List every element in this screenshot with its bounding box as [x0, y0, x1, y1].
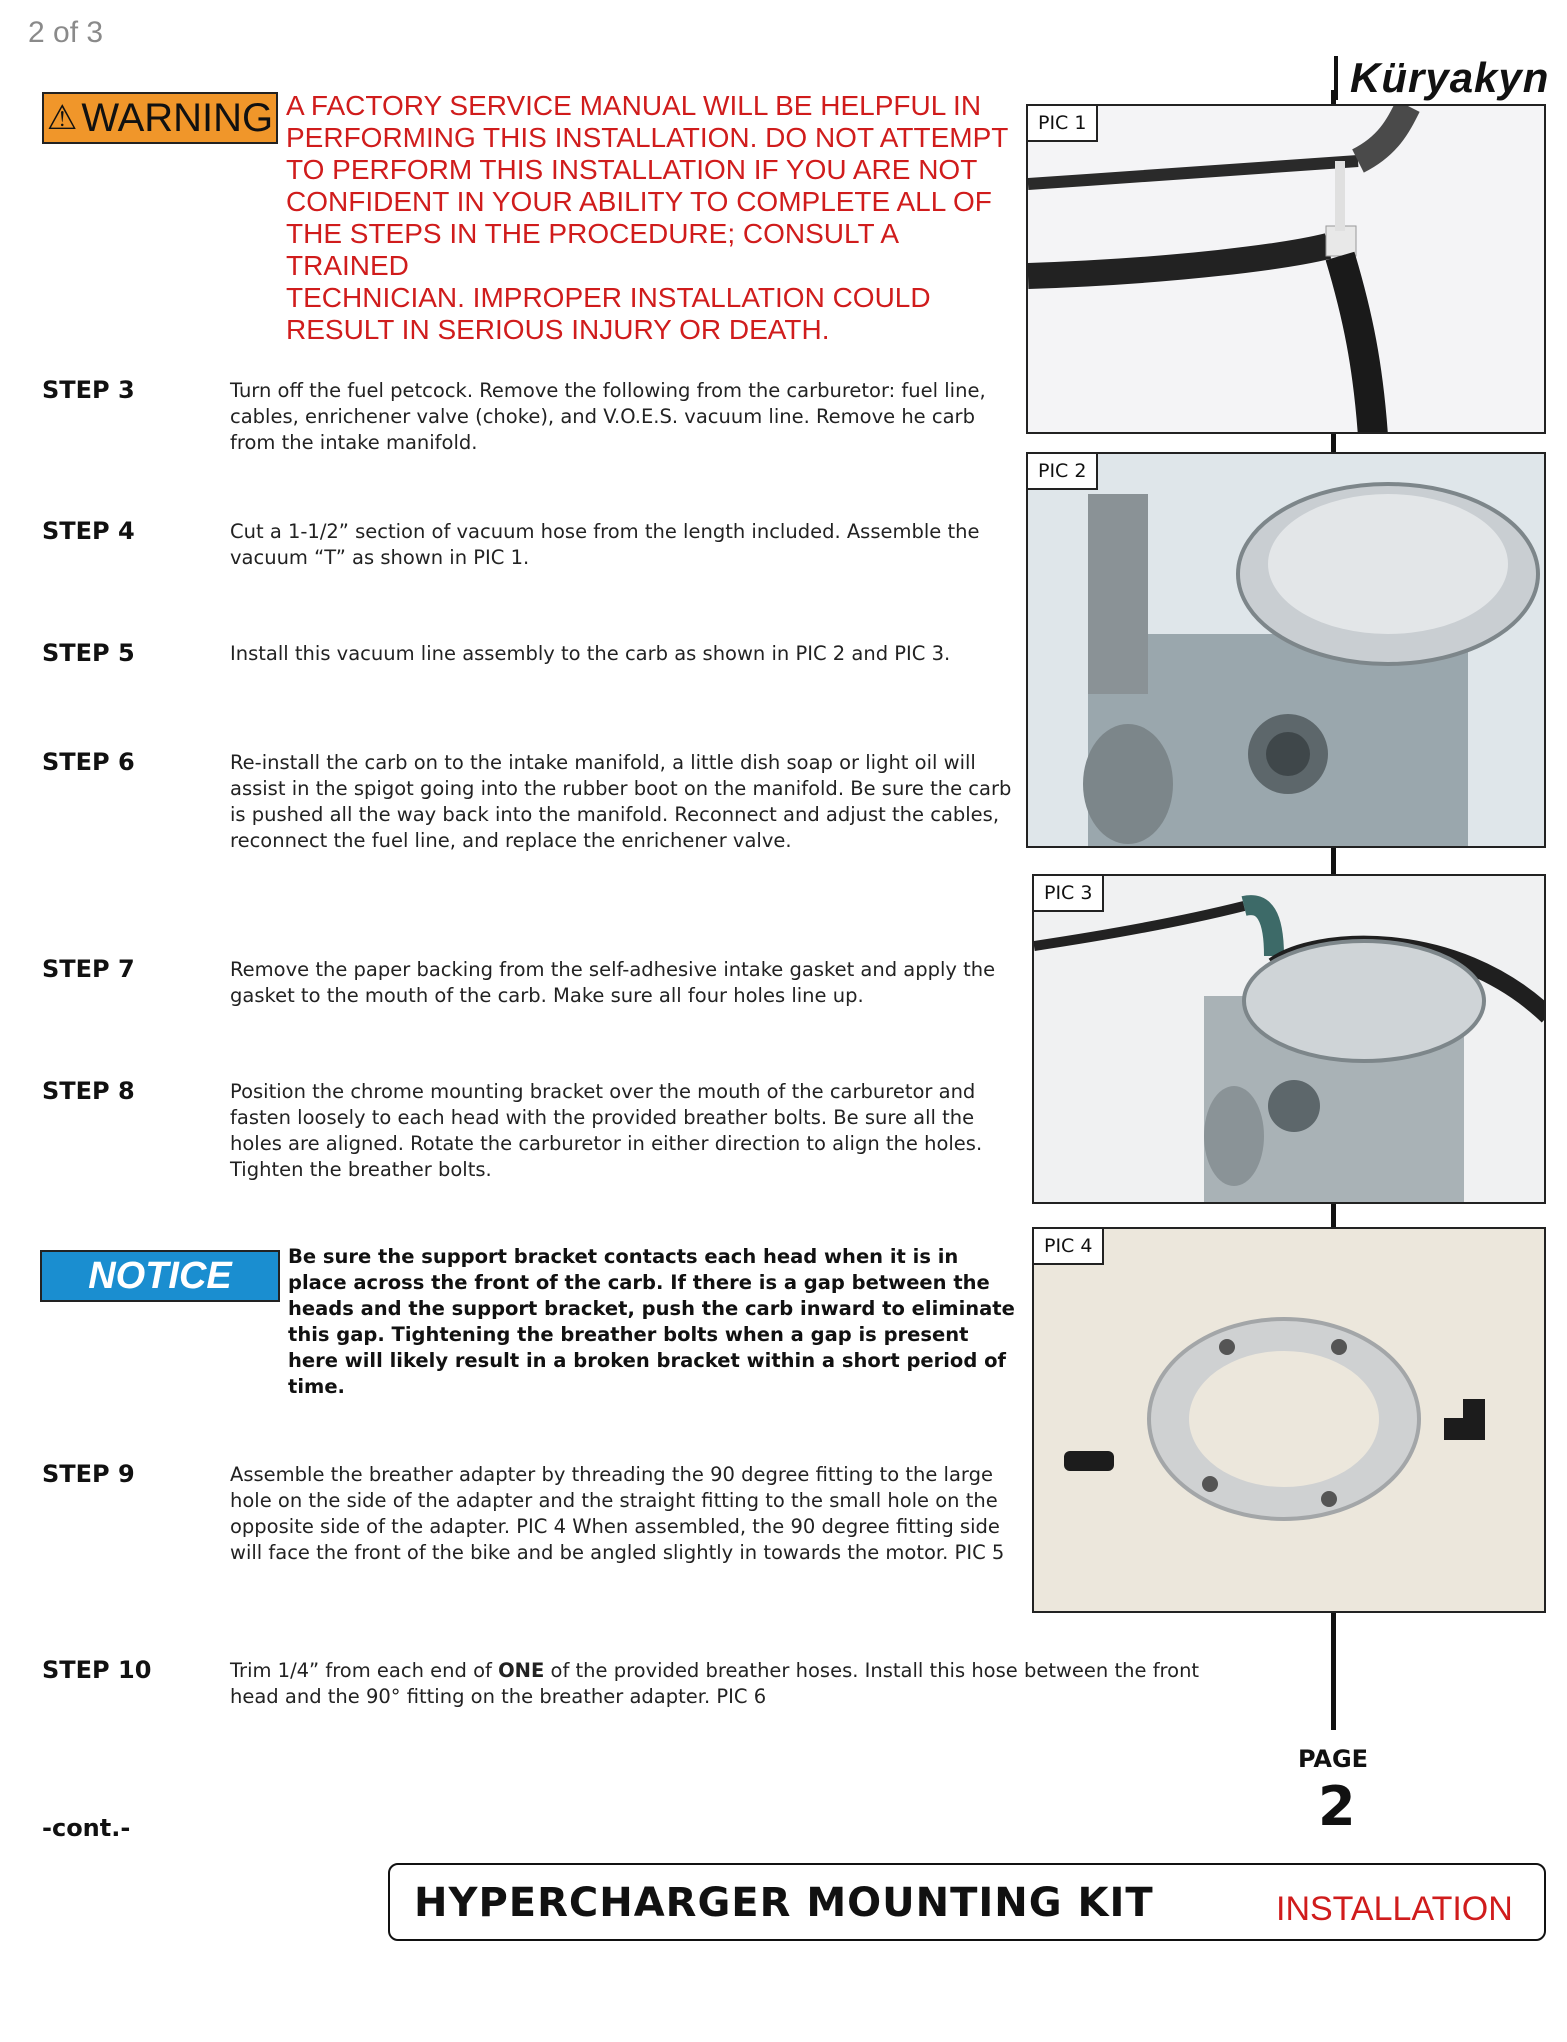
pic-label: PIC 3 — [1034, 876, 1104, 912]
page-count: 2 of 3 — [28, 16, 104, 49]
notice-badge: NOTICE — [40, 1250, 280, 1302]
warning-text: A FACTORY SERVICE MANUAL WILL BE HELPFUL IN PERFORMING THIS INSTALLATION. DO NOT ATTEMPT TO PERFORM THIS INSTALLATION IF YOU ARE NOT CONFIDENT IN YOUR ABILITY TO COMPLETE ALL OF THE STEPS IN THE PROCEDURE; CONSULT A TRAINED TECHNICIAN. IMPROPER INSTALLATION COULD RESULT IN SERIOUS INJURY OR DEATH. — [286, 90, 1009, 345]
step-text-part: of the provided breather hoses. Install this hose between the front head and the 90° fitting on the breather adapter. PIC 6 — [230, 1659, 1200, 1708]
step-label: STEP 9 — [42, 1460, 135, 1488]
vacuum-tee-illustration — [1028, 106, 1546, 434]
carburetor-illustration — [1028, 454, 1546, 848]
warning-badge — [42, 92, 278, 144]
footer-installation: INSTALLATION — [1276, 1890, 1513, 1928]
pic-label: PIC 2 — [1028, 454, 1098, 490]
step-label: STEP 7 — [42, 955, 135, 983]
warning-triangle-icon: ⚠ — [46, 99, 78, 137]
page-label: PAGE — [1298, 1745, 1369, 1773]
step-label: STEP 6 — [42, 748, 135, 776]
pic-4-photo — [1032, 1227, 1546, 1613]
step-text: Install this vacuum line assembly to the carb as shown in PIC 2 and PIC 3. — [230, 642, 951, 665]
pic-1-photo — [1026, 104, 1546, 434]
step-text-emphasis: ONE — [498, 1659, 545, 1682]
step-text — [230, 1658, 1250, 1710]
pic-3-photo — [1032, 874, 1546, 1204]
step-text: Remove the paper backing from the self-adhesive intake gasket and apply the gasket to the mouth of the carb. Make sure all four holes line up. — [230, 958, 996, 1007]
pic-label: PIC 4 — [1034, 1229, 1104, 1265]
notice-text: Be sure the support bracket contacts each head when it is in place across the front of the carb. If there is a gap between the heads and the support bracket, push the carb inward to eliminate this gap. Tightening the breather bolts when a gap is present here will likely result in a broken bracket within a short period of time. — [288, 1245, 1015, 1398]
step-label: STEP 5 — [42, 639, 135, 667]
step-text: Turn off the fuel petcock. Remove the following from the carburetor: fuel line, cables, enrichener valve (choke), and V.O.E.S. vacuum line. Remove he carb from the intake manifold. — [230, 379, 986, 454]
warning-badge-label: WARNING — [81, 95, 274, 140]
continued-label: -cont.- — [42, 1814, 131, 1842]
step-text: Re-install the carb on to the intake manifold, a little dish soap or light oil will assist in the spigot going into the rubber boot on the manifold. Be sure the carb is pushed all the way back into the manifold. Reconnect and adjust the cables, reconnect the fuel line, and replace the enrichener valve. — [230, 751, 1012, 852]
step-label: STEP 8 — [42, 1077, 135, 1105]
step-label: STEP 4 — [42, 517, 135, 545]
pic-label: PIC 1 — [1028, 106, 1098, 142]
step-text: Position the chrome mounting bracket over the mouth of the carburetor and fasten loosely to each head with the provided breather bolts. Be sure all the holes are aligned. Rotate the carburetor in either direction to align the holes. Tighten the breather bolts. — [230, 1080, 983, 1181]
footer-title: HYPERCHARGER MOUNTING KIT — [414, 1880, 1154, 1926]
pic-2-photo — [1026, 452, 1546, 848]
step-text: Cut a 1-1/2” section of vacuum hose from the length included. Assemble the vacuum “T” as shown in PIC 1. — [230, 520, 980, 569]
step-text: Assemble the breather adapter by threading the 90 degree fitting to the large hole on the side of the adapter and the straight fitting to the small hole on the opposite side of the adapter. PIC 4 When assembled, the 90 degree fitting side will face the front of the bike and be angled slightly in towards the motor. PIC 5 — [230, 1463, 1005, 1564]
step-label: STEP 10 — [42, 1656, 152, 1684]
carburetor-with-hose-illustration — [1034, 876, 1546, 1204]
step-label: STEP 3 — [42, 376, 135, 404]
page-number: 2 — [1318, 1775, 1356, 1838]
brand-logo: Küryakyn — [1334, 56, 1549, 100]
breather-adapter-illustration — [1034, 1229, 1546, 1613]
step-text-part: Trim 1/4” from each end of — [230, 1659, 499, 1682]
